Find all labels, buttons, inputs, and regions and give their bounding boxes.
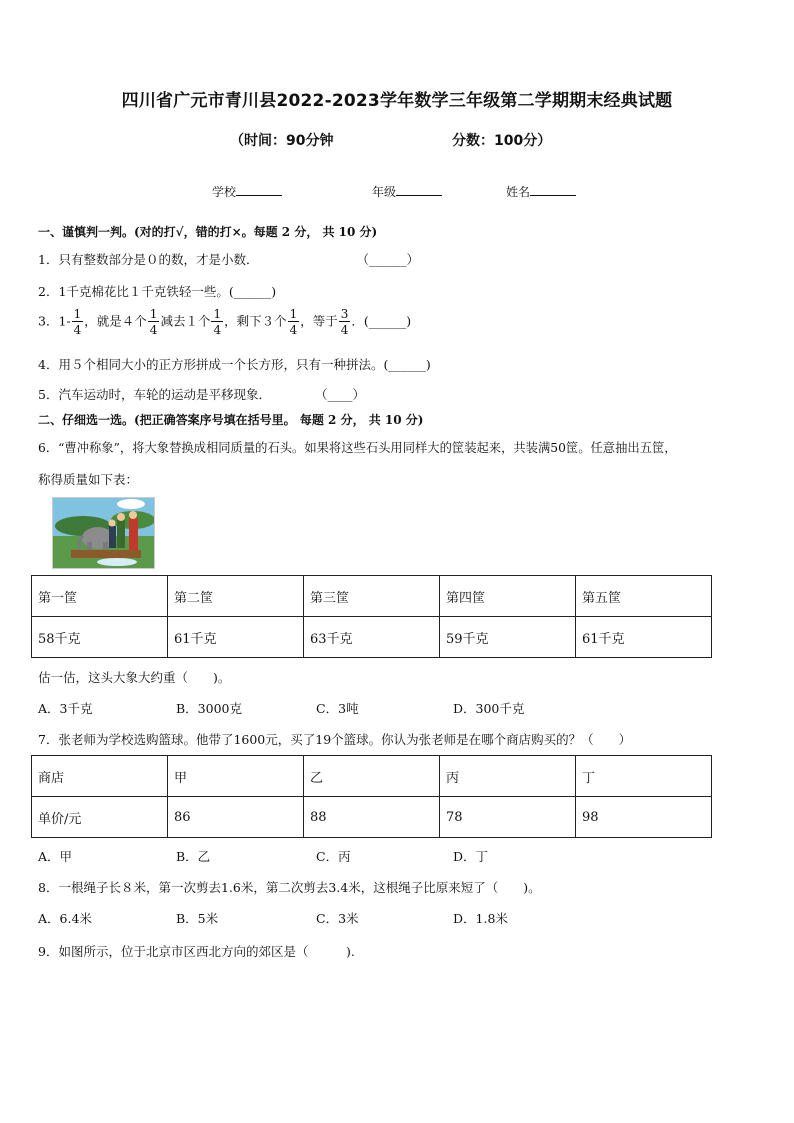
question-4: 4．用５个相同大小的正方形拼成一个长方形，只有一种拼法。(______): [38, 357, 431, 372]
table-cell: 61千克: [576, 617, 712, 658]
option-a: A．3千克: [38, 701, 93, 716]
table-header-cell: 第二筐: [168, 576, 304, 617]
table-cell: 甲: [168, 756, 304, 797]
table-cell: 61千克: [168, 617, 304, 658]
option-d: D．1.8米: [453, 911, 508, 926]
section2-heading: 二、仔细选一选。(把正确答案序号填在括号里。 每题 2 分， 共 10 分): [38, 413, 424, 427]
fraction: $\frac{1}{4}$: [149, 307, 158, 337]
fraction: $\frac{1}{4}$: [289, 307, 298, 337]
table-cell: 丙: [440, 756, 576, 797]
table-cell: 单价/元: [32, 797, 168, 838]
name-field: 姓名: [506, 183, 576, 200]
question-8: 8．一根绳子长８米，第一次剪去1.6米，第二次剪去3.4米，这根绳子比原来短了（ )。: [38, 880, 541, 895]
table-cell: 58千克: [32, 617, 168, 658]
table-header-cell: 第一筐: [32, 576, 168, 617]
option-c: C．3米: [316, 911, 359, 926]
table-row: [32, 756, 712, 797]
basket-weight-table: [31, 575, 712, 658]
table-row: [32, 576, 712, 617]
option-a: A．甲: [38, 849, 73, 864]
cao-chong-weighs-elephant-illustration: [52, 497, 155, 569]
question-3: 3．1- $\frac{1}{4}$ ，就是４个 $\frac{1}{4}$ 减去１个 $\frac{1}{4}$ ，剩下３个 $\frac{1}{4}$ ，等于 $\frac{3}{4}$ ．(______): [38, 307, 412, 337]
question-9: 9．如图所示，位于北京市区西北方向的郊区是（ ).: [38, 944, 355, 959]
table-row: [32, 797, 712, 838]
score-label: 分数：100分）: [452, 133, 552, 149]
question-2: 2．1千克棉花比１千克铁轻一些。(______): [38, 284, 277, 299]
page-title: 四川省广元市青川县2022-2023学年数学三年级第二学期期末经典试题: [121, 91, 673, 111]
option-d: D．丁: [453, 849, 489, 864]
option-a: A．6.4米: [38, 911, 92, 926]
section1-heading: 一、谨慎判一判。(对的打√，错的打×。每题 2 分， 共 10 分): [38, 225, 378, 239]
option-b: B．乙: [176, 849, 211, 864]
fraction: $\frac{1}{4}$: [73, 307, 82, 337]
option-c: C．3吨: [316, 701, 359, 716]
table-cell: 88: [304, 797, 440, 838]
table-cell: 78: [440, 797, 576, 838]
table-cell: 乙: [304, 756, 440, 797]
time-label: （时间：90分钟: [230, 133, 334, 149]
table-header-cell: 第五筐: [576, 576, 712, 617]
table-cell: 丁: [576, 756, 712, 797]
question-7: 7．张老师为学校选购篮球。他带了1600元，买了19个篮球。你认为张老师是在哪个商店购买的？（ ）: [38, 732, 632, 747]
question-6-line2: 称得质量如下表：: [38, 472, 139, 487]
question-5: 5．汽车运动时，车轮的运动是平移现象． （____）: [38, 387, 365, 402]
question-1: 1．只有整数部分是０的数，才是小数． （______）: [38, 252, 419, 267]
question-6-line1: 6．“曹冲称象”，将大象替换成相同质量的石头。如果将这些石头用同样大的筐装起来，共装满50筐。任意抽出五筐，: [38, 441, 677, 455]
table-header-cell: 第四筐: [440, 576, 576, 617]
fraction: $\frac{3}{4}$: [340, 307, 349, 337]
fraction: $\frac{1}{4}$: [213, 307, 222, 337]
table-cell: 商店: [32, 756, 168, 797]
table-cell: 98: [576, 797, 712, 838]
table-header-cell: 第三筐: [304, 576, 440, 617]
table-cell: 86: [168, 797, 304, 838]
table-cell: 63千克: [304, 617, 440, 658]
question-6-prompt: 估一估，这头大象大约重（ )。: [38, 670, 231, 685]
grade-field: 年级: [372, 183, 442, 200]
option-c: C．丙: [316, 849, 351, 864]
store-price-table: [31, 755, 712, 838]
school-field: 学校: [212, 183, 282, 200]
table-row: [32, 617, 712, 658]
option-b: B．5米: [176, 911, 219, 926]
option-b: B．3000克: [176, 701, 242, 716]
table-cell: 59千克: [440, 617, 576, 658]
option-d: D．300千克: [453, 701, 525, 716]
